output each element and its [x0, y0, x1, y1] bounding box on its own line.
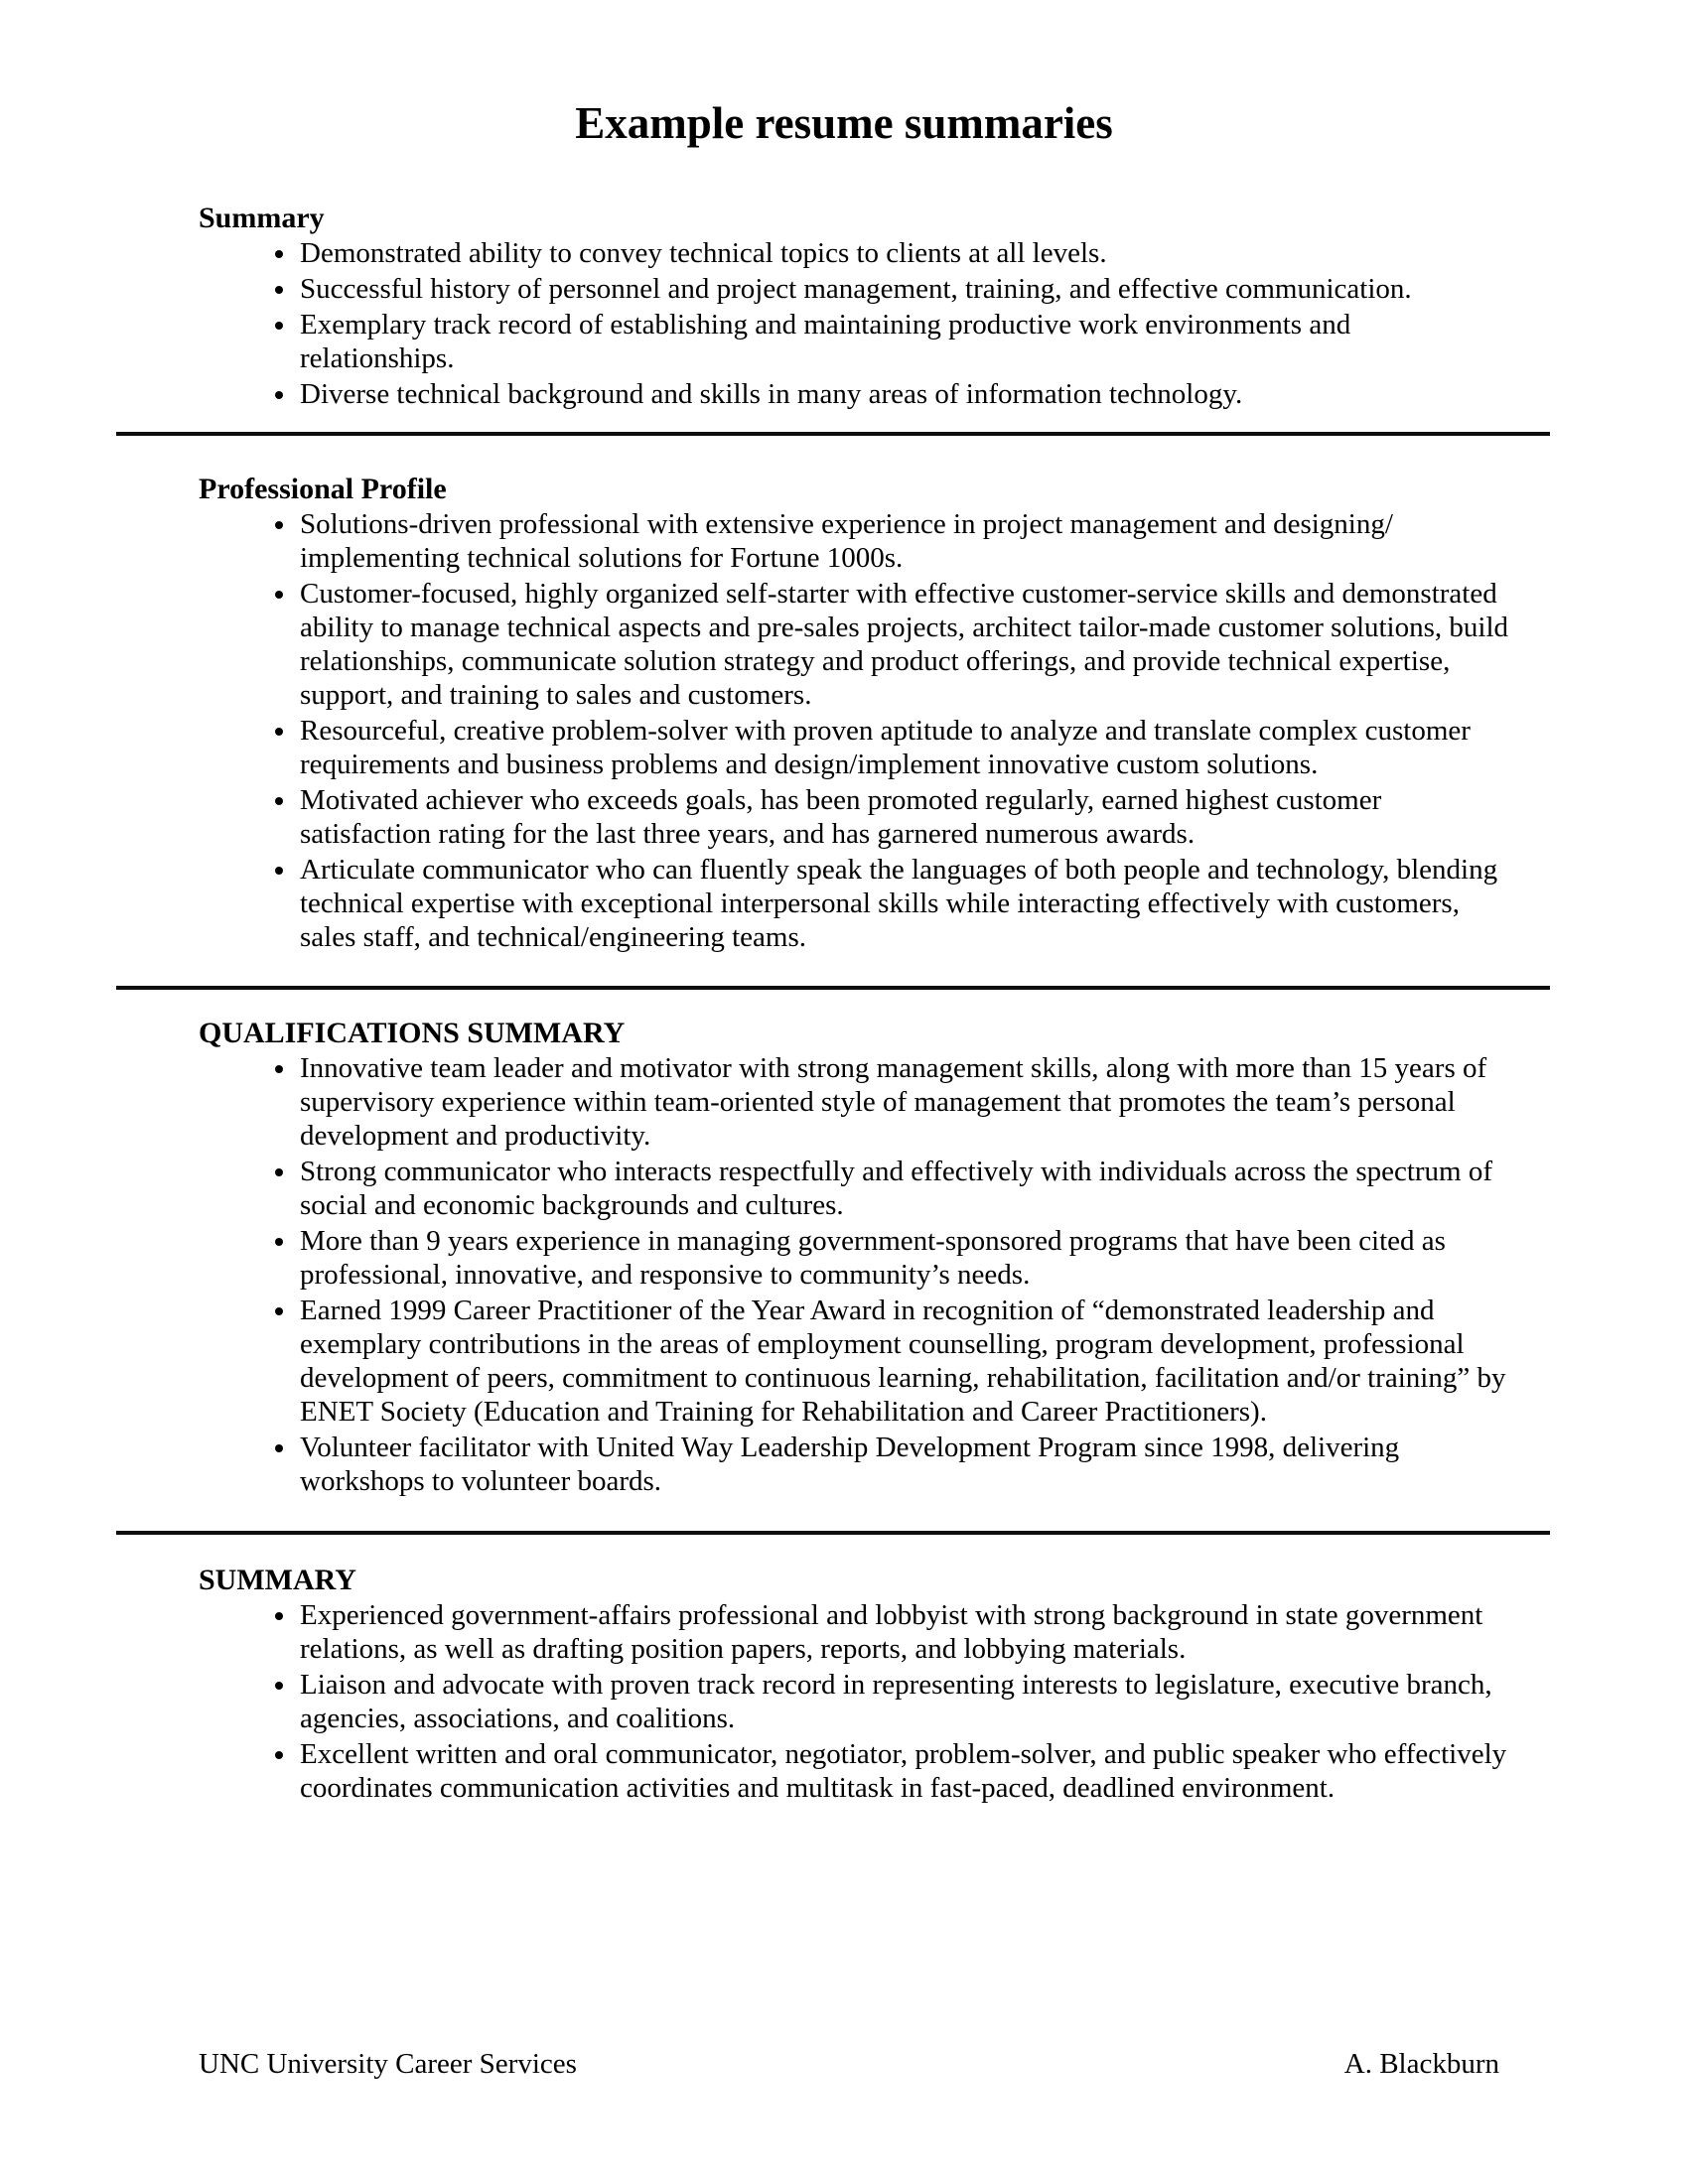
bullet-item: • Experienced government-affairs professional and lobbyist with strong background in state government relations, as well as drafting position papers, reports, and lobbying materials.: [298, 1598, 1511, 1666]
section-summary-2: [199, 1563, 1549, 1805]
footer: [199, 2047, 1499, 2081]
section-heading: QUALIFICATIONS SUMMARY: [199, 1017, 626, 1049]
section-divider: [116, 1531, 1550, 1535]
bullet-item: • Excellent written and oral communicator, negotiator, problem-solver, and public speaker who effectively coordinates communication activities and multitask in fast-paced, deadlined environment.: [298, 1737, 1511, 1805]
section-heading: Summary: [199, 202, 325, 234]
footer-left-text: UNC University Career Services: [199, 2048, 577, 2080]
section-professional-profile: [199, 472, 1549, 954]
bullet-list: [199, 507, 1549, 954]
section-heading: Professional Profile: [199, 473, 447, 505]
bullet-item: • Volunteer facilitator with United Way Leadership Development Program since 1998, delivering workshops to volunteer boards.: [298, 1431, 1511, 1498]
document-content: [0, 201, 1688, 1805]
bullet-item: • Articulate communicator who can fluently speak the languages of both people and technology, blending technical expertise with exceptional interpersonal skills while interacting effectively with customers, sales staff, and technical/engineering teams.: [298, 853, 1511, 954]
section-summary: [199, 201, 1549, 411]
bullet-item: • Strong communicator who interacts respectfully and effectively with individuals across the spectrum of social and economic backgrounds and cultures.: [298, 1155, 1511, 1222]
bullet-list: [199, 1598, 1549, 1805]
bullet-list: [199, 236, 1549, 411]
bullet-item: • Successful history of personnel and project management, training, and effective communication.: [298, 272, 1511, 306]
bullet-item: • Liaison and advocate with proven track record in representing interests to legislature, executive branch, agencies, associations, and coalitions.: [298, 1668, 1511, 1735]
section-divider: [116, 986, 1550, 990]
bullet-item: • More than 9 years experience in managing government-sponsored programs that have been cited as professional, innovative, and responsive to community’s needs.: [298, 1224, 1511, 1292]
section-heading: SUMMARY: [199, 1564, 356, 1596]
bullet-list: [199, 1051, 1549, 1498]
bullet-item: • Resourceful, creative problem-solver with proven aptitude to analyze and translate complex customer requirements and business problems and design/implement innovative custom solutions.: [298, 714, 1511, 781]
bullet-item: • Customer-focused, highly organized self-starter with effective customer-service skills and demonstrated ability to manage technical aspects and pre-sales projects, architect tailor-made customer solutions, build relationships, communicate solution strategy and product offerings, and provide technical expertise, support, and training to sales and customers.: [298, 577, 1511, 712]
section-qualifications-summary: [199, 1016, 1549, 1498]
section-divider: [116, 432, 1550, 436]
bullet-item: • Demonstrated ability to convey technical topics to clients at all levels.: [298, 236, 1511, 270]
bullet-item: • Innovative team leader and motivator with strong management skills, along with more than 15 years of supervisory experience within team-oriented style of management that promotes the team’s personal development and productivity.: [298, 1051, 1511, 1153]
footer-right-text: A. Blackburn: [1343, 2048, 1499, 2080]
bullet-item: • Earned 1999 Career Practitioner of the Year Award in recognition of “demonstrated leadership and exemplary contributions in the areas of employment counselling, program development, professional development of peers, commitment to continuous learning, rehabilitation, facilitation and/or training” by ENET Society (Education and Training for Rehabilitation and Career Practitioners).: [298, 1294, 1511, 1429]
page-title: Example resume summaries: [575, 98, 1113, 148]
bullet-item: • Motivated achiever who exceeds goals, has been promoted regularly, earned highest customer satisfaction rating for the last three years, and has garnered numerous awards.: [298, 783, 1511, 851]
bullet-item: • Diverse technical background and skills in many areas of information technology.: [298, 377, 1511, 411]
bullet-item: • Exemplary track record of establishing and maintaining productive work environments and relationships.: [298, 308, 1511, 375]
bullet-item: • Solutions-driven professional with extensive experience in project management and designing/ implementing technical solutions for Fortune 1000s.: [298, 507, 1511, 575]
